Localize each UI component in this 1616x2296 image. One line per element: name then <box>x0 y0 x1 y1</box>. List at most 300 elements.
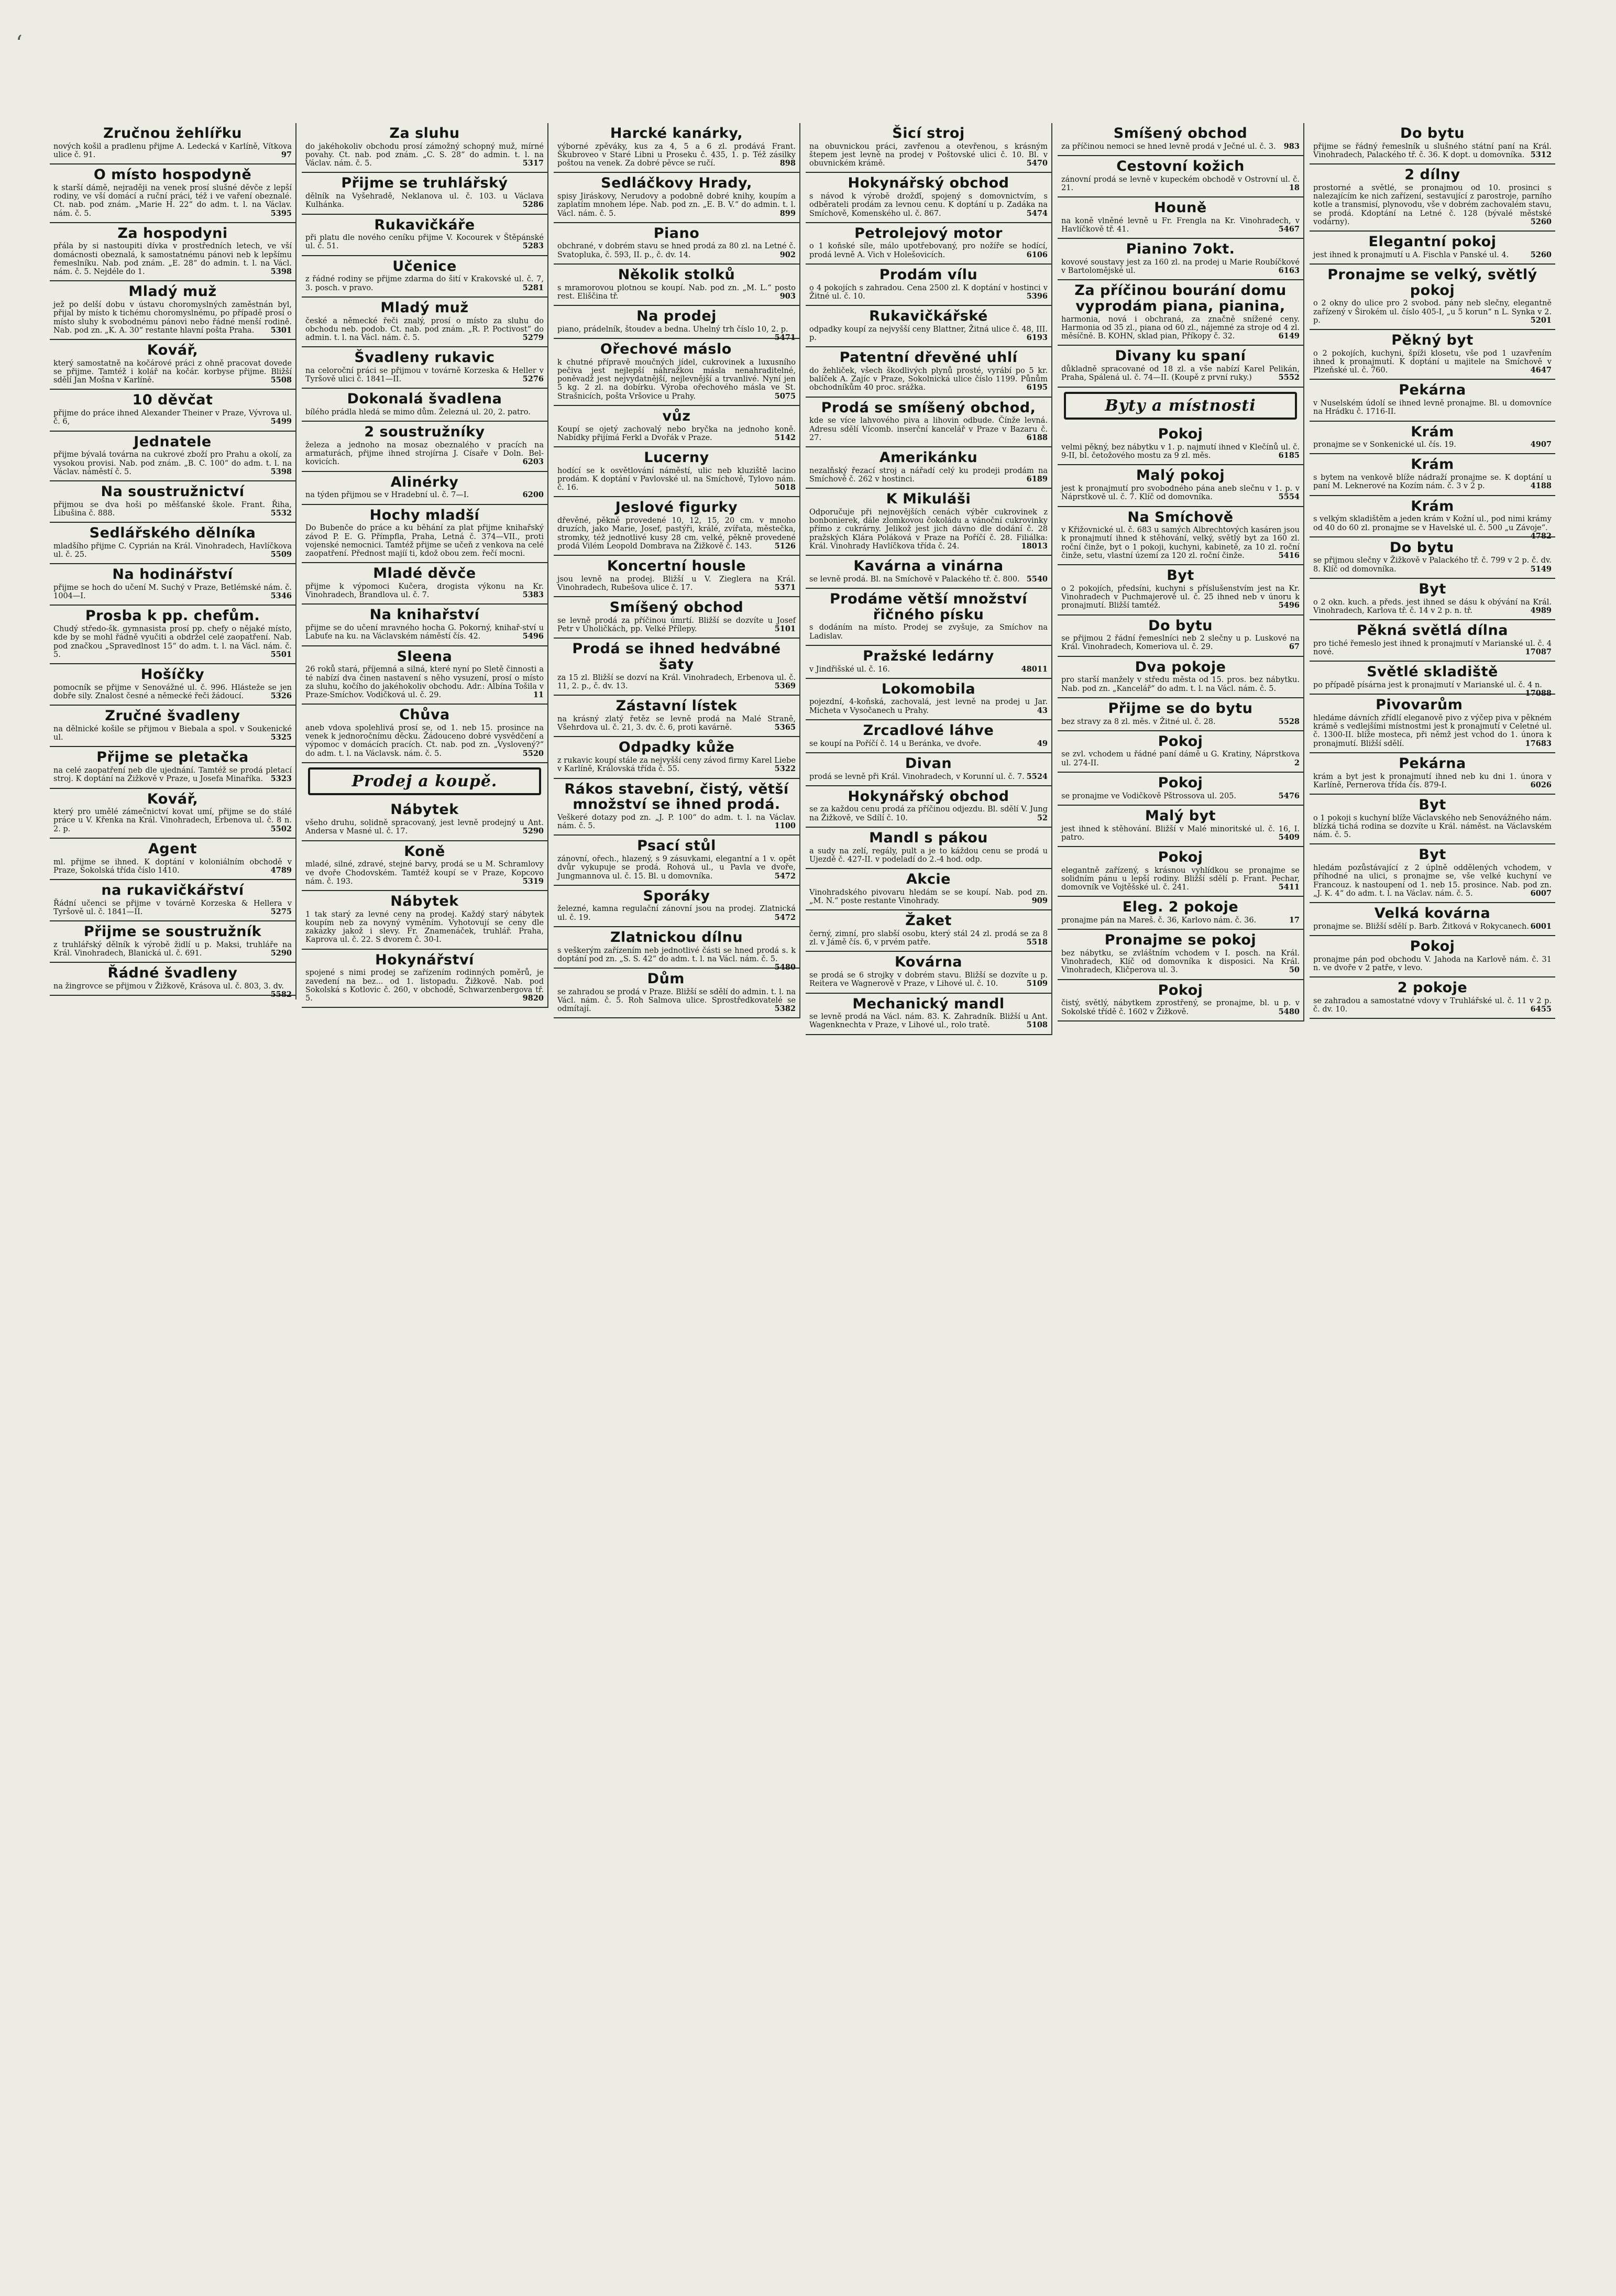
ads-column <box>554 123 800 1018</box>
classified-ad <box>302 422 547 471</box>
ad-code: 17087 <box>1525 647 1552 657</box>
ad-code: 6163 <box>1278 266 1300 276</box>
ad-text: ml. přijme se ihned. K doptání v koloniálním obchodě v Praze, Sokolská třída číslo 1410. <box>53 858 292 875</box>
ad-body <box>1061 718 1300 726</box>
ad-body <box>305 819 544 836</box>
ad-text: pronajme pán pod obchodu V. Jahoda na Karlově nám. č. 31 n. ve dvoře v 2 patře, v levo. <box>1313 955 1552 972</box>
ad-text: s návod k výrobě drožďí, spojený s domovnictvím, s odběrateli prodám za levnou cenu. K doptání u p. Zadáka na Smíchově, Komenského ul. č. 867. <box>809 192 1048 218</box>
ad-text: Řádní učenci se přijme v továrně Korzeska & Hellera v Tyršově ul. č. 1841—II. <box>53 899 292 916</box>
classified-ad <box>50 123 295 164</box>
ad-heading: Pokoj <box>1158 426 1203 443</box>
ad-body <box>53 584 292 600</box>
classified-ad <box>806 786 1051 828</box>
ad-heading: Agent <box>148 840 197 857</box>
ad-text: všeho druhu, solidně spracovaný, jest levně prodejný u Ant. Andersa v Masné ul. č. 17. <box>305 819 544 836</box>
ad-code: 5281 <box>522 283 544 292</box>
ad-text: pronajme pán na Mareš. č. 36, Karlovo nám. č. 36. <box>1061 916 1257 925</box>
classified-ad <box>806 994 1051 1035</box>
ad-text: o 4 pokojích s zahradou. Cena 2500 zl. K doptání v hostinci v Žitné ul. č. 10. <box>809 283 1048 301</box>
ad-body <box>557 467 796 492</box>
ad-text: se levně prodá na Václ. nám. 83. K. Zahradník. Bližší u Ant. Wagenknechta v Praze, v Lihové ul., rolo tratě. <box>809 1013 1048 1030</box>
ad-body <box>53 725 292 742</box>
ad-code: 5075 <box>774 391 796 401</box>
ad-text: se přijmou slečny v Žižkově v Palackého tř. č. 799 v 2 p. č. dv. 8. Klíč od domovníka. <box>1313 556 1552 574</box>
ad-text: kde se více lahvového piva a lihovin odbude. Čínže levná. Adresu sdělí Vícomb. inserční kancelář v Praze v Bazaru č. 27. <box>809 416 1048 442</box>
ad-body <box>305 624 544 641</box>
ad-code: 5416 <box>1278 551 1300 560</box>
classified-ad <box>554 173 799 223</box>
classified-ad <box>554 265 799 306</box>
ad-body <box>1313 598 1552 615</box>
ad-heading: Prosba k pp. chefům. <box>85 608 260 624</box>
ad-body <box>1313 997 1552 1014</box>
ad-heading: Přijme se soustružník <box>83 924 262 940</box>
ad-body <box>557 358 796 401</box>
classified-ad <box>1310 844 1555 903</box>
ad-text: se zvl. vchodem u řádné paní dámě u G. Kratiny, Náprstkova ul. 274-II. <box>1061 750 1300 767</box>
ad-body <box>305 583 544 599</box>
classified-ad <box>554 406 799 447</box>
ad-heading: Několik stolků <box>618 266 735 283</box>
ad-text: hledám pozůstávající z 2 úplně oddělených vchodem, v příhodné na ulici, s pronajme se, vše velké kuchyní ve Francouz. k nastoupení od 1. neb 15. prosince. Nab. pod zn. „J. K. 4“ do adm. t. l. na Václav. nám. č. 5. <box>1313 864 1552 898</box>
classified-ad <box>1058 280 1303 346</box>
ad-text: se prodá se 6 strojky v dobrém stavu. Bližší se dozvíte u p. Reitera ve Wagnerově v Praze, v Lihové ul. č. 10. <box>809 971 1048 988</box>
ad-heading: Pokoj <box>1158 982 1203 998</box>
ad-text: zánovní, ořech., hlazený, s 9 zásuvkami, elegantní a 1 v. opět dvůr vykupuje se prodá. Rohová ul., u Pavla ve dvoře, Jungmannova ul. č. 15. Bl. u domovníka. <box>557 855 796 881</box>
ad-body <box>53 142 292 159</box>
classified-ad <box>554 223 799 265</box>
ad-heading: Byt <box>1419 580 1446 597</box>
ad-code: 5398 <box>270 267 292 277</box>
ad-text: s velkým skladištěm a jeden krám v Kožní ul., pod nimi krámy od 40 do 60 zl. pronajme se v Havelské ul. č. 500 „u Závoje“. <box>1313 515 1552 532</box>
ad-code: 5471 <box>774 333 796 343</box>
ad-text: bez nábytku, se zvláštním vchodem v I. posch. na Král. Vinohradech, Klíč od domovníka k disposici. Na Král. Vinohradech, Kličperova ul. 3. <box>1061 949 1300 975</box>
ad-heading: Malý byt <box>1145 807 1216 824</box>
classified-ad <box>1058 565 1303 615</box>
ad-body <box>53 766 292 783</box>
ad-code: 6149 <box>1278 332 1300 341</box>
ad-body <box>557 142 796 168</box>
ad-code: 97 <box>281 150 292 159</box>
classified-ad <box>302 298 547 347</box>
ad-code: 6185 <box>1278 451 1300 460</box>
ad-text: spojené s nimi prodej se zařízením rodinných poměrů, je zavedení na bez... od 1. listopadu. Žižkově. Nab. pod Sokolská s Kotlovic č. 260, v obchodě, Schwarzenbergova tř. 5. <box>305 969 544 1003</box>
ad-body <box>809 971 1048 988</box>
ad-code: 5496 <box>522 632 544 641</box>
ad-body <box>557 855 796 881</box>
ad-text: Koupí se ojetý zachovalý nebo bryčka na jednoho koně. Nabídky přijímá Ferkl a Dvořák v Praze. <box>557 425 796 442</box>
classified-ad <box>302 123 547 173</box>
ad-code: 5552 <box>1278 373 1300 382</box>
ad-body <box>1313 680 1552 698</box>
ad-code: 6200 <box>522 490 544 500</box>
classified-ad <box>302 256 547 298</box>
ad-body <box>557 674 796 690</box>
classified-ad <box>554 969 799 1018</box>
ad-text: jsou levně na prodej. Bližší u V. Zieglera na Král. Vinohradech, Rubešova ulice č. 17. <box>557 575 796 592</box>
ad-body <box>557 192 796 218</box>
ad-text: za příčinou nemoci se hned levně prodá v Ječné ul. č. 3. <box>1061 142 1276 151</box>
classified-ad <box>302 472 547 505</box>
classified-ad <box>50 664 295 706</box>
classified-ad <box>1310 454 1555 496</box>
ad-text: o 1 koňské síle, málo upotřebovaný, pro nožíře se hodící, prodá levně A. Vich v Holešovicích. <box>809 242 1048 259</box>
ad-code: 49 <box>1037 739 1048 748</box>
ad-text: čistý, světlý, nábytkem zprostřený, se pronajme, bl. u p. v Sokolské třídě č. 1602 v Žižkově. <box>1061 999 1300 1016</box>
ad-heading: Patentní dřevěné uhlí <box>839 349 1018 366</box>
ad-body <box>53 625 292 659</box>
ad-code: 5509 <box>270 550 292 559</box>
ad-heading: Kovář, <box>147 342 199 359</box>
ads-column <box>302 123 548 1008</box>
ad-code: 5142 <box>774 433 796 442</box>
ad-body <box>809 416 1048 442</box>
ad-body <box>1313 955 1552 972</box>
ad-heading: Harcké kanárky, <box>610 125 743 141</box>
ad-code: 5528 <box>1278 717 1300 726</box>
classified-ad <box>50 706 295 747</box>
ad-heading: Pražské ledárny <box>863 647 994 664</box>
ad-heading: Přijme se truhlářský <box>341 175 508 192</box>
ad-heading: Lokomobila <box>881 680 976 697</box>
classified-ad <box>554 556 799 597</box>
ad-text: pronajme se v Sonkenické ul. čís. 19. <box>1313 441 1456 449</box>
ad-body <box>1313 474 1552 490</box>
ad-code: 43 <box>1037 706 1048 715</box>
classified-ad <box>1058 773 1303 806</box>
ad-body <box>1061 485 1300 501</box>
classified-ad <box>1058 657 1303 698</box>
ad-heading: K Mikuláši <box>886 491 971 508</box>
ad-heading: Petrolejový motor <box>854 225 1003 241</box>
ad-code: 5499 <box>270 417 292 426</box>
ad-body <box>53 359 292 385</box>
ad-body <box>1061 916 1300 925</box>
ad-body <box>557 988 796 1014</box>
classified-ad <box>1058 806 1303 847</box>
classified-ad <box>50 963 295 999</box>
classified-ad <box>50 606 295 664</box>
ad-text: k starší dámě, nejraději na venek prosí slušné děvče z lepší rodiny, ve vší domácí a ruční práci, též i ve vaření obeznalé. Ct. nab. pod znám. „Marie H. 22“ do adm. t. l. na Václav. nám. č. 5. <box>53 183 292 218</box>
ad-code: 5290 <box>522 827 544 836</box>
ad-code: 5279 <box>522 333 544 343</box>
ad-heading: Jeslové figurky <box>615 499 738 516</box>
ad-text: o 2 okn. kuch. a předs. jest ihned se dásu k obývání na Král. Vinohradech, Karlova tř. č. 14 v 2 p. n. tř. <box>1313 598 1552 615</box>
classified-ad <box>554 927 799 972</box>
ad-heading: Pivovarům <box>1376 697 1463 713</box>
classified-ad <box>806 753 1051 786</box>
ad-heading: Zástavní lístek <box>615 698 738 715</box>
ad-code: 5101 <box>774 624 796 634</box>
ad-body <box>557 715 796 732</box>
classified-ad <box>1058 930 1303 980</box>
ad-code: 5286 <box>522 200 544 210</box>
ad-code: 5470 <box>1026 159 1048 168</box>
ad-heading: Na prodej <box>636 308 717 325</box>
classified-ad <box>806 489 1051 556</box>
ad-heading: Koně <box>404 843 445 860</box>
ad-body <box>1061 825 1300 842</box>
ad-code: 5554 <box>1278 492 1300 502</box>
ad-text: mladšího přijme C. Cyprián na Král. Vinohradech, Havlíčkova ul. č. 25. <box>53 542 292 559</box>
ad-body <box>53 184 292 218</box>
ad-text: na koně vlněné levně u Fr. Frengla na Kr. Vinohradech, v Havlíčkově tř. 41. <box>1061 216 1300 234</box>
classified-ad <box>302 841 547 891</box>
ad-text: přijme k výpomoci Kučera, drogista výkonu na Kr. Vinohradech, Brandlova ul. č. 7. <box>305 582 544 600</box>
ad-body <box>557 575 796 592</box>
ad-code: 5371 <box>774 583 796 592</box>
ad-code: 5365 <box>774 723 796 732</box>
ad-heading: 2 pokoje <box>1397 980 1468 996</box>
ad-text: který pro umělé zámečnictví kovat umí, přijme se do stálé práce u V. Křenka na Král. Vinohradech, Erbenova ul. č. 8 n. 2. p. <box>53 808 292 833</box>
ad-text: krám a byt jest k pronajmutí ihned neb ku dni 1. února v Karlíně, Pernerova třída čís. 879-I. <box>1313 772 1552 789</box>
ad-heading: Byt <box>1167 567 1194 584</box>
ad-heading: Mladé děvče <box>373 565 476 582</box>
ad-text: pomocník se přijme v Senovážné ul. č. 996. Hlásteže se jen dobře sily. Znalost česné a německé řeči žádoucí. <box>53 683 292 700</box>
classified-ad <box>1310 977 1555 1019</box>
ad-body <box>1061 676 1300 693</box>
ad-heading: Pianino 7okt. <box>1126 241 1235 258</box>
ad-code: 5398 <box>270 467 292 476</box>
ad-heading: Kavárna a vinárna <box>853 558 1004 575</box>
classified-ad <box>1310 265 1555 330</box>
ad-code: 903 <box>779 291 796 301</box>
ad-heading: 2 soustružníky <box>364 424 485 441</box>
ad-code: 6455 <box>1530 1004 1552 1014</box>
ad-text: spisy Jiráskovy, Nerudovy a podobně dobré knihy, koupím a zaplatím mnohem lépe. Nab. pod zn. „E. B. V.“ do admin. t. l. Václ. nám. č. 5. <box>557 192 796 218</box>
ad-body <box>557 946 796 972</box>
classified-ad <box>554 639 799 696</box>
classified-ad <box>806 720 1051 753</box>
ad-code: 11 <box>533 690 544 699</box>
ad-heading: Krám <box>1411 498 1454 514</box>
ad-code: 5322 <box>774 764 796 774</box>
ad-heading: Zručnou žehlířku <box>103 125 242 141</box>
classified-ad <box>1058 239 1303 280</box>
ad-body <box>305 142 544 168</box>
classified-ad <box>50 281 295 340</box>
classified-ad <box>554 306 799 343</box>
ad-heading: Sleena <box>397 648 453 665</box>
ad-text: kovové soustavy jest za 160 zl. na prodej u Marie Roubíčkové v Bartolomějské ul. <box>1061 258 1300 276</box>
ad-heading: Na hodinářství <box>112 566 233 583</box>
ad-body <box>1061 792 1300 800</box>
ad-body <box>1313 441 1552 449</box>
ad-text: aneb vdova spolehlivá prosí se, od 1. neb 15. prosince na venek k jednoročnímu děcku. Žádouceno dobré vysvědčení a výpomoc v domácích pracích. Ct. nab. pod zn. „Vyslovený?“ do adm. t. l. na Václavsk. nám. č. 5. <box>305 723 544 758</box>
ad-heading: Zrcadlové láhve <box>863 722 994 739</box>
ad-body <box>305 969 544 1003</box>
classified-ad <box>806 347 1051 397</box>
ad-heading: Na knihařství <box>369 607 480 623</box>
ad-text: v Jindřišské ul. č. 16. <box>809 665 890 674</box>
ad-code: 5540 <box>1026 574 1048 584</box>
ad-body <box>1313 640 1552 656</box>
ad-heading: Hokynářství <box>375 951 474 968</box>
ad-heading: Pěkný byt <box>1391 332 1474 349</box>
classified-ad <box>1058 465 1303 507</box>
classified-ad <box>1310 330 1555 380</box>
ad-body <box>557 325 796 343</box>
ad-body <box>557 517 796 551</box>
ad-text: Do Bubenče do práce a ku běhání za plat přijme knihařský závod P. E. G. Přímpfla, Praha, Letná č. 374—VII., proti vojenské nemocnici. Tamtéž přijme se učeň z venkova na celé zaopatření. Přednost majíí ti, kdož obou zem. řečí mocni. <box>305 524 544 558</box>
classified-ad <box>806 646 1051 679</box>
ad-body <box>809 665 1048 674</box>
ad-text: pro tiché řemeslo jest ihned k pronajmutí v Marianské ul. č. 4 nové. <box>1313 639 1552 657</box>
ad-heading: Do bytu <box>1400 125 1465 141</box>
ad-heading: Krám <box>1411 423 1454 440</box>
ad-heading: Nábytek <box>390 801 459 818</box>
ad-text: Veškeré dotazy pod zn. „J. P. 100“ do adm. t. l. na Václav. nám. č. 5. <box>557 813 796 831</box>
ad-heading: Psací stůl <box>637 838 716 854</box>
ad-body <box>305 524 544 558</box>
ad-text: černý, zimní, pro slabší osobu, který stál 24 zl. prodá se za 8 zl. v Jámě čís. 6, v prvém patře. <box>809 929 1048 947</box>
ad-heading: Zručné švadleny <box>105 708 240 724</box>
ad-heading: Prodá se ihned hedvábné šaty <box>572 641 781 673</box>
ad-text: přijme se do učení mravného hocha G. Pokorný, knihař-ství u Labuťe na ku. na Václavském náměstí čís. 42. <box>305 624 544 641</box>
ad-heading: Amerikánku <box>879 449 978 466</box>
classified-ad <box>554 696 799 737</box>
ad-code: 5312 <box>1530 150 1552 159</box>
classified-ad <box>302 891 547 950</box>
ad-heading: Hokynářský obchod <box>848 788 1009 805</box>
ad-body <box>53 941 292 958</box>
ad-text: bílého prádla hledá se mimo dům. Železná ul. 20, 2. patro. <box>305 408 531 417</box>
ad-heading: Elegantní pokoj <box>1368 234 1497 250</box>
ad-body <box>1061 142 1300 151</box>
ad-body <box>809 930 1048 947</box>
classified-ad <box>554 123 799 173</box>
ad-text: za 15 zl. Bližší se dozví na Král. Vinohradech, Erbenova ul. č. 11, 2. p., č. dv. 13. <box>557 673 796 690</box>
ad-code: 5382 <box>774 1004 796 1014</box>
ad-body <box>53 542 292 559</box>
ad-text: přála by si nastoupiti dívka v prostředních letech, ve vší domácnosti obeznalá, k samostatnému pánovi neb k lepšímu řemeslníku. Nab. pod znám. „E. 28“ do admin. t. l. na Václ. nám. č. 5. Nejdéle do 1. <box>53 242 292 277</box>
ad-text: na žingrovce se přijmou v Žižkově, Krásova ul. č. 803, 3. dv. <box>53 982 284 991</box>
ad-code: 5395 <box>270 208 292 218</box>
ad-heading: Rukavičkářské <box>869 308 988 325</box>
classified-ad <box>554 339 799 406</box>
ad-heading: Šicí stroj <box>892 125 965 141</box>
ad-text: Vinohradského pivovaru hledám se se koupí. Nab. pod zn. „M. N.“ poste restante Vinohrady. <box>809 888 1048 905</box>
ad-text: zánovní prodá se levně v kupeckém obchodě v Ostrovní ul. č. 21. <box>1061 175 1300 192</box>
ad-text: z řádné rodiny se přijme zdarma do šití v Krakovské ul. č. 7, 3. posch. v pravo. <box>305 275 544 292</box>
classified-ad <box>806 173 1051 223</box>
classified-ad <box>806 869 1051 910</box>
ad-text: na dělnické košile se přijmou v Biebala a spol. v Soukenické ul. <box>53 724 292 742</box>
ad-heading: Akcie <box>906 871 951 888</box>
classified-ad <box>302 505 547 564</box>
ad-heading: Pěkná světlá dílna <box>1357 622 1508 639</box>
ad-body <box>1061 750 1300 767</box>
classified-ad <box>1310 496 1555 541</box>
ad-heading: Rákos stavební, čistý, větší množství se ihned prodá. <box>564 781 789 813</box>
ad-body <box>305 192 544 209</box>
ad-text: se pronajme ve Vodičkově Pštrossova ul. 205. <box>1061 792 1237 800</box>
ad-text: jest ihned k pronajmutí u A. Fischla v Panské ul. 4. <box>1313 250 1509 259</box>
ad-heading: Pekárna <box>1399 755 1466 772</box>
ad-text: k chutné přípravě moučných jídel, cukrovinek a luxusního pečiva jest nejlepší náhražkou másla nenahraditelné, poněvadž jest nejvydatnější, nejlevnější a trvanlivé. Nyní jen 5 kg. 2 zl. na dobírku. Výroba ořechového másla ve St. Strašnicích, pošta Vršovice u Prahy. <box>557 358 796 401</box>
ad-text: prodá se levně při Král. Vinohradech, v Korunní ul. č. 7. <box>809 772 1025 781</box>
ad-text: železné, kamna regulační zánovní jsou na prodej. Zlatnická ul. č. 19. <box>557 905 796 922</box>
ad-body <box>557 814 796 830</box>
ad-code: 5109 <box>1026 979 1048 988</box>
ad-code: 5472 <box>774 871 796 881</box>
ad-body <box>1061 258 1300 275</box>
ad-text: s dodáním na místo. Prodej se zvyšuje, za Smíchov na Ladislav. <box>809 623 1048 641</box>
ad-code: 5317 <box>522 159 544 168</box>
ad-heading: Na Smíchově <box>1127 509 1234 525</box>
ad-text: z rukavic koupí stále za nejvyšší ceny závod firmy Karel Liebe v Karlíně, Královská třída č. 55. <box>557 756 796 774</box>
ad-code: 5276 <box>522 375 544 384</box>
ad-body <box>305 491 544 499</box>
ad-code: 5472 <box>774 913 796 922</box>
ad-heading: O místo hospodyně <box>93 167 252 183</box>
ad-body <box>1313 515 1552 541</box>
ad-heading: Divany ku spaní <box>1115 348 1246 365</box>
ad-text: se levně prodá. Bl. na Smíchově v Palackého tř. č. 800. <box>809 575 1020 584</box>
ad-code: 5518 <box>1026 938 1048 947</box>
ad-code: 9820 <box>522 993 544 1003</box>
ad-heading: Učenice <box>392 258 457 274</box>
ad-body <box>305 408 544 416</box>
ad-text: na týden přijmou se v Hradební ul. č. 7—I. <box>305 491 469 500</box>
ad-text: prostorné a světlé, se pronajmou od 10. prosinci s nalezajícím ke nich zařízení, sestavující z parostroje, parního kotle a transmisí, plynovodu, vše v dobrém zachovalém stavu, se prodá. Kdoptání na Letné č. 128 (bývalé městské vodárny). <box>1313 183 1552 226</box>
ad-heading: Kovárna <box>894 954 963 971</box>
ad-code: 17 <box>1289 916 1300 925</box>
margin-mark: ‘ <box>16 31 23 56</box>
ad-text: pronajme se. Bližší sdělí p. Barb. Žitková v Rokycanech. <box>1313 922 1529 931</box>
ad-heading: Mechanický mandl <box>852 995 1005 1012</box>
ad-body <box>53 501 292 518</box>
ad-text: který samostatně na kočárové práci z ohně pracovat dovede se přijme. Tamtéž i kolář na kočár. korbyse přijme. Bližší sdělí Jan Mošna v Karlíně. <box>53 359 292 385</box>
ad-code: 6188 <box>1026 433 1048 442</box>
ad-code: 17088 <box>1525 689 1552 698</box>
ad-body <box>809 740 1048 748</box>
ad-body <box>1061 315 1300 341</box>
classified-ad <box>806 123 1051 173</box>
ad-text: 26 roků stará, příjemná a silná, které nyní po Sletě činnosti a té nabízí dva činen nastavení s něho vysuzení, prosí o místo za sluhu, kočího do jakéhokoliv obchodu. Adr.: Albína Tošila v Praze-Smíchov. Vodičková ul. č. 29. <box>305 665 544 699</box>
ad-text: jež po delší dobu v ústavu choromyslných zaměstnán byl, přijal by místo k tichému choromyslnému, po případě prosí o místo sluhy k svobodnému pánovi nebo řádné menší rodině. Nab. pod zn. „K. A. 30“ restante hlavní pošta Praha. <box>53 301 292 335</box>
ad-code: 18 <box>1289 183 1300 192</box>
ad-code: 898 <box>779 159 796 168</box>
ad-body <box>809 367 1048 392</box>
ad-body <box>305 860 544 886</box>
ad-body <box>1061 999 1300 1016</box>
ad-body <box>809 192 1048 218</box>
ad-text: Odporučuje při nejnovějších cenách výběr cukrovinek z bonbonierek, dále zlomkovou čokoládu a vánoční cukrovinky přímo z cukrárny. Jelikož jest jich dávno dle dodání č. 28 pražských Klára Poláková v Praze na Poříčí č. 28. Filiálka: Král. Vinohrady Havlíčkova třída č. 24. <box>809 508 1048 551</box>
ad-heading: Odpadky kůže <box>618 739 735 756</box>
classified-ad <box>806 306 1051 347</box>
ad-code: 6195 <box>1026 383 1048 392</box>
ad-code: 5108 <box>1026 1020 1048 1030</box>
ad-body <box>305 441 544 467</box>
ad-code: 5126 <box>774 541 796 551</box>
ad-text: do žehliček, všech škodlivých plynů prosté, vyrábí po 5 kr. balíček A. Zajíc v Praze, Sokolnická ulice číslo 1199. Půnům obchodníkům 40 proc. srážka. <box>809 366 1048 392</box>
ad-code: 5290 <box>270 949 292 958</box>
classified-ad <box>50 839 295 880</box>
ads-column <box>1058 123 1304 1021</box>
ad-code: 5467 <box>1278 225 1300 234</box>
ad-text: české a německé řeči znalý, prosí o místo za sluhu do obchodu neb. podob. Ct. nab. pod znám. „R. P. Poctivost“ do admin. t. l. na Václ. nám. č. 5. <box>305 316 544 343</box>
ad-text: harmonia, nová i obchraná, za značně snížené ceny. Harmonia od 35 zl., piana od 60 zl., nájemné za stroje od 4 zl. měsíčně. B. KOHN, sklad pian, Příkopy č. 32. <box>1061 315 1300 341</box>
ad-code: 5301 <box>270 325 292 335</box>
ad-body <box>557 284 796 301</box>
ad-body <box>809 242 1048 259</box>
section-banner: Prodej a koupě. <box>308 767 541 796</box>
ad-heading: Za sluhu <box>389 125 460 141</box>
classified-ad <box>1310 380 1555 421</box>
ad-code: 5524 <box>1026 772 1048 781</box>
ad-text: s veškerým zařízením neb jednotlivé části se hned prodá s. k doptání pod zn. „S. S. 42“ do adm. t. l. na Václ. nám. č. 5. <box>557 946 796 963</box>
